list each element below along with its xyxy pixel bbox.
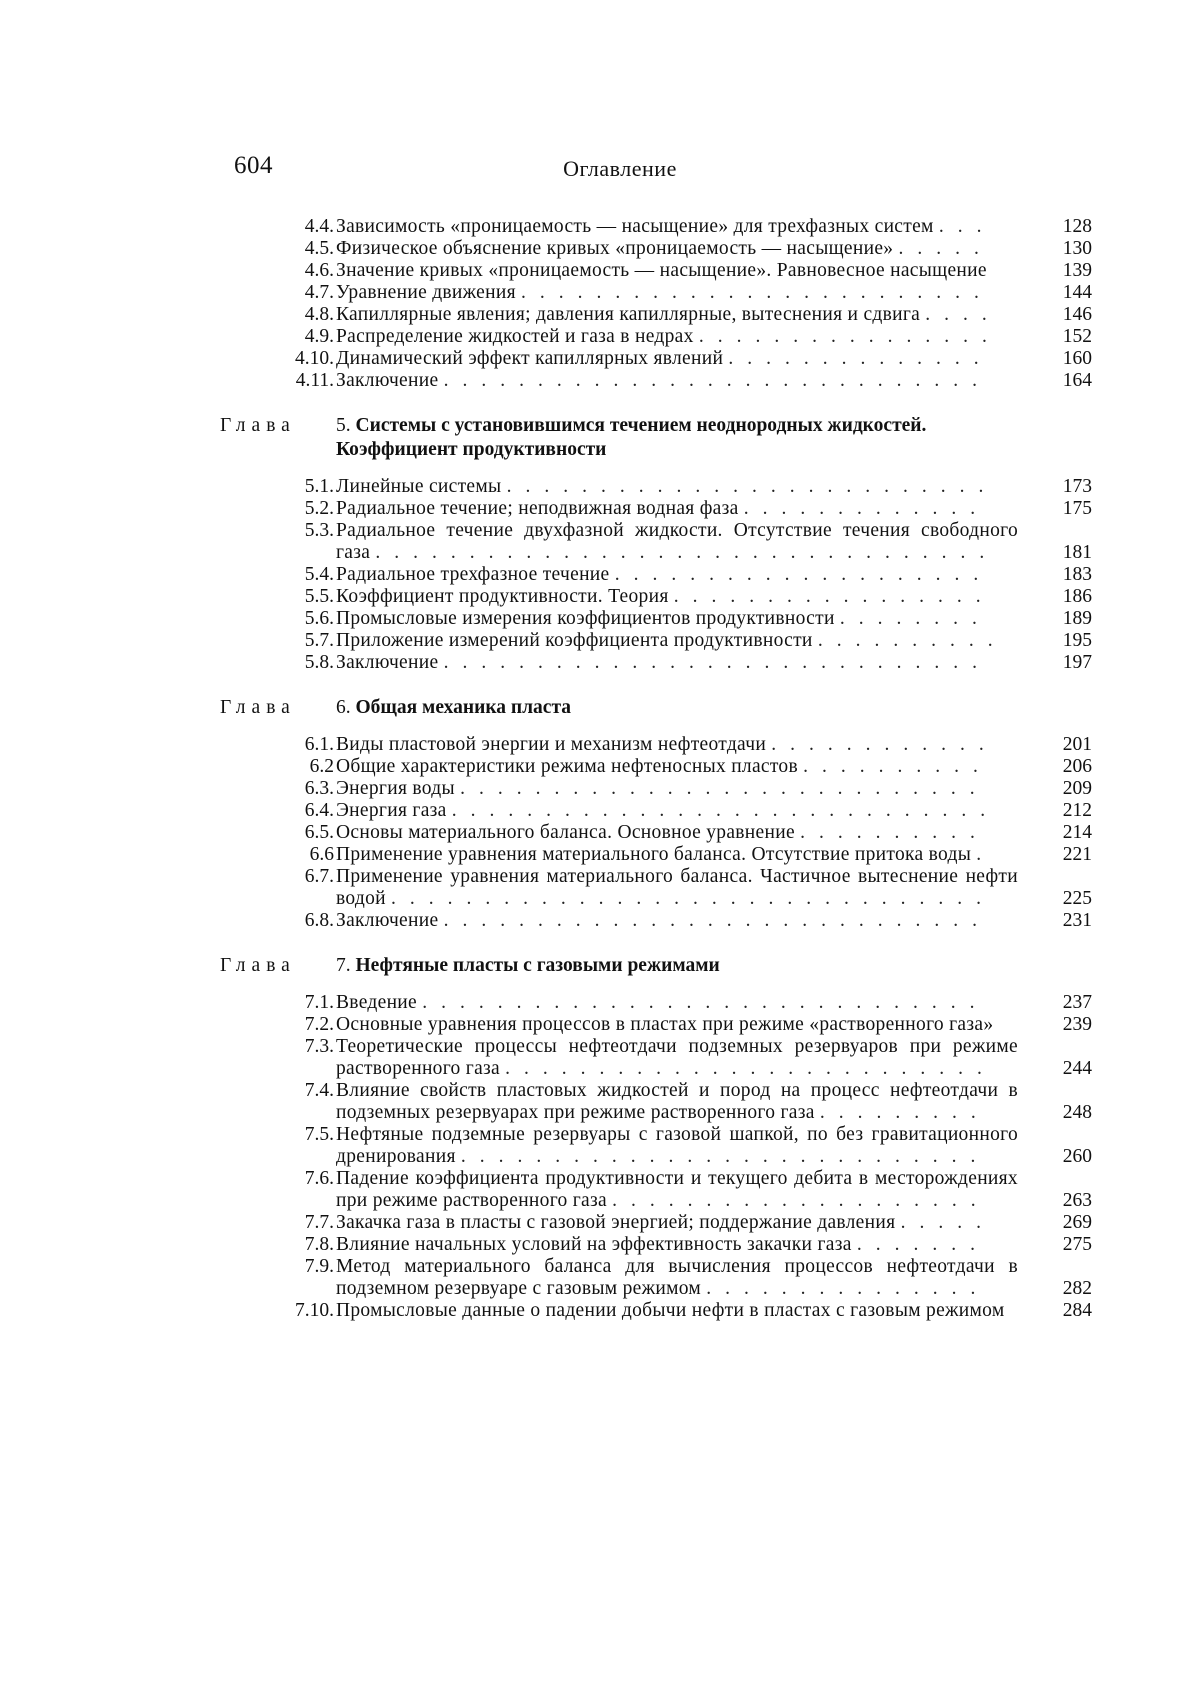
entry-number: 5.4. bbox=[304, 564, 334, 585]
toc-entry[interactable] bbox=[0, 260, 1200, 282]
leader-dots: ............................. bbox=[451, 800, 1000, 821]
chapter-heading bbox=[0, 696, 1200, 720]
entry-page: 146 bbox=[1062, 304, 1092, 325]
entry-title: Введение .............................. bbox=[336, 992, 989, 1013]
leader-dots: ................................ bbox=[391, 888, 996, 909]
toc-entry[interactable] bbox=[0, 348, 1200, 370]
entry-title: Основные уравнения процессов в пластах при режиме «растворенного газа» bbox=[336, 1014, 999, 1035]
entry-number: 6.3. bbox=[304, 778, 334, 799]
entry-number: 7.5. bbox=[304, 1124, 334, 1145]
entry-page: 195 bbox=[1062, 630, 1092, 651]
toc-entry[interactable] bbox=[0, 1168, 1200, 1212]
toc-entry[interactable] bbox=[0, 1036, 1200, 1080]
entry-number: 7.10. bbox=[295, 1300, 334, 1321]
entry-page: 244 bbox=[1062, 1058, 1092, 1079]
entry-page: 189 bbox=[1062, 608, 1092, 629]
entry-number: 5.8. bbox=[304, 652, 334, 673]
entry-title: Теоретические процессы нефтеотдачи подземных резервуаров при режиме растворенного газа .......................... bbox=[336, 1036, 1018, 1079]
entry-page: 206 bbox=[1062, 756, 1092, 777]
toc-entry[interactable] bbox=[0, 564, 1200, 586]
toc-entry[interactable] bbox=[0, 304, 1200, 326]
toc-section bbox=[0, 696, 1200, 932]
entry-page: 263 bbox=[1062, 1190, 1092, 1211]
entry-number: 4.6. bbox=[304, 260, 334, 281]
chapter-title: Нефтяные пласты с газовыми режимами bbox=[355, 955, 720, 976]
entry-number: 6.5. bbox=[304, 822, 334, 843]
toc-section bbox=[0, 216, 1200, 392]
leader-dots: ..... bbox=[898, 238, 993, 259]
entry-title: Физическое объяснение кривых «проницаемость — насыщение» ..... bbox=[336, 238, 993, 259]
entry-page: 186 bbox=[1062, 586, 1092, 607]
entry-number: 4.11. bbox=[295, 370, 334, 391]
leader-dots: ............ bbox=[771, 734, 998, 755]
chapter-number: 7. bbox=[336, 955, 356, 976]
entry-number: 5.7. bbox=[304, 630, 334, 651]
toc-entry[interactable] bbox=[0, 1256, 1200, 1300]
entry-page: 201 bbox=[1062, 734, 1092, 755]
entry-title: Заключение ............................. bbox=[336, 910, 991, 931]
entry-title: Закачка газа в пласты с газовой энергией; поддержание давления ..... bbox=[336, 1212, 995, 1233]
entry-title: Радиальное трехфазное течение .................... bbox=[336, 564, 993, 585]
entry-title: Радиальное течение; неподвижная водная фаза ............. bbox=[336, 498, 990, 519]
entry-number: 5.3. bbox=[304, 520, 334, 541]
entry-title: Нефтяные подземные резервуары с газовой шапкой, по без гравитационного дренирования ............................ bbox=[336, 1124, 1018, 1167]
entry-title: Промысловые данные о падении добычи нефти в пластах с газовым режимом bbox=[336, 1300, 1010, 1321]
toc-entry[interactable] bbox=[0, 756, 1200, 778]
entry-number: 7.1. bbox=[304, 992, 334, 1013]
entry-title: Виды пластовой энергии и механизм нефтеотдачи ............ bbox=[336, 734, 998, 755]
entry-title: Метод материального баланса для вычисления процессов нефтеотдачи в подземном резервуаре с газовым режимом ............... bbox=[336, 1256, 1018, 1299]
entry-number: 6.8. bbox=[304, 910, 334, 931]
entry-number: 6.4. bbox=[304, 800, 334, 821]
entry-page: 128 bbox=[1062, 216, 1092, 237]
entry-title: Применение уравнения материального баланса. Частичное вытеснение нефти водой ................................ bbox=[336, 866, 1018, 909]
toc-entry[interactable] bbox=[0, 520, 1200, 564]
entry-number: 6.2 bbox=[309, 756, 334, 777]
chapter-label: Глава bbox=[220, 415, 296, 436]
chapter-number: 5. bbox=[336, 415, 356, 436]
running-title: Оглавление bbox=[563, 156, 677, 181]
toc-entry[interactable] bbox=[0, 822, 1200, 844]
entry-number: 7.6. bbox=[304, 1168, 334, 1189]
leader-dots: .................... bbox=[612, 1190, 990, 1211]
entry-title: Основы материального баланса. Основное уравнение .......... bbox=[336, 822, 989, 843]
entry-number: 7.8. bbox=[304, 1234, 334, 1255]
toc-entry[interactable] bbox=[0, 734, 1200, 756]
entry-number: 4.5. bbox=[304, 238, 334, 259]
entry-title: Общие характеристики режима нефтеносных пластов .......... bbox=[336, 756, 992, 777]
page-number: 604 bbox=[234, 152, 273, 179]
toc-entry[interactable] bbox=[0, 1080, 1200, 1124]
leader-dots: ............................ bbox=[460, 778, 989, 799]
leader-dots: .............................. bbox=[422, 992, 989, 1013]
chapter-label: Глава bbox=[220, 955, 296, 976]
toc-entry[interactable] bbox=[0, 866, 1200, 910]
leader-dots: ....... bbox=[856, 1234, 989, 1255]
entry-page: 275 bbox=[1062, 1234, 1092, 1255]
toc-entry[interactable] bbox=[0, 630, 1200, 652]
entry-page: 181 bbox=[1062, 542, 1092, 563]
entry-title: Промысловые измерения коэффициентов продуктивности ........ bbox=[336, 608, 991, 629]
chapter-title: Системы с установившимся течением неоднородных жидкостей. Коэффициент продуктивности bbox=[336, 415, 927, 460]
entry-title: Значение кривых «проницаемость — насыщение». Равновесное насыщение bbox=[336, 260, 993, 281]
toc-entry[interactable] bbox=[0, 1300, 1200, 1322]
leader-dots: ............................. bbox=[443, 370, 991, 391]
leader-dots: .......................... bbox=[505, 1058, 996, 1079]
entry-page: 212 bbox=[1062, 800, 1092, 821]
entry-title: Коэффициент продуктивности. Теория ................. bbox=[336, 586, 995, 607]
entry-title: Приложение измерений коэффициента продуктивности .......... bbox=[336, 630, 1007, 651]
leader-dots: ......... bbox=[819, 1102, 990, 1123]
entry-page: 144 bbox=[1062, 282, 1092, 303]
entry-number: 7.2. bbox=[304, 1014, 334, 1035]
toc-entry[interactable] bbox=[0, 476, 1200, 498]
entry-page: 152 bbox=[1062, 326, 1092, 347]
entry-title: Радиальное течение двухфазной жидкости. Отсутствие течения свободного газа ................................. bbox=[336, 520, 1018, 563]
toc-entry[interactable] bbox=[0, 1124, 1200, 1168]
toc-entry[interactable] bbox=[0, 844, 1200, 866]
entry-number: 6.6 bbox=[309, 844, 334, 865]
leader-dots: .......... bbox=[817, 630, 1007, 651]
entry-title: Энергия газа ............................. bbox=[336, 800, 1000, 821]
entry-page: 197 bbox=[1062, 652, 1092, 673]
entry-page: 209 bbox=[1062, 778, 1092, 799]
leader-dots: .............. bbox=[728, 348, 993, 369]
entry-page: 221 bbox=[1062, 844, 1092, 865]
toc-section bbox=[0, 414, 1200, 674]
entry-number: 5.6. bbox=[304, 608, 334, 629]
toc-entry[interactable] bbox=[0, 370, 1200, 392]
table-of-contents bbox=[0, 216, 1200, 1322]
entry-number: 4.10. bbox=[295, 348, 334, 369]
entry-page: 173 bbox=[1062, 476, 1092, 497]
leader-dots: ............. bbox=[743, 498, 990, 519]
toc-entry[interactable] bbox=[0, 778, 1200, 800]
leader-dots: .......... bbox=[800, 822, 989, 843]
entry-title: Зависимость «проницаемость — насыщение» для трехфазных систем ... bbox=[336, 216, 996, 237]
entry-page: 269 bbox=[1062, 1212, 1092, 1233]
entry-page: 164 bbox=[1062, 370, 1092, 391]
entry-number: 5.1. bbox=[304, 476, 334, 497]
leader-dots: ........ bbox=[839, 608, 991, 629]
leader-dots: .................... bbox=[614, 564, 993, 585]
leader-dots: ... bbox=[938, 216, 996, 237]
entry-title: Влияние свойств пластовых жидкостей и пород на процесс нефтеотдачи в подземных резервуарах при режиме растворенного газа ......... bbox=[336, 1080, 1018, 1123]
entry-title: Заключение ............................. bbox=[336, 652, 991, 673]
toc-entry[interactable] bbox=[0, 282, 1200, 304]
chapter-title: Общая механика пласта bbox=[355, 697, 572, 718]
entry-page: 175 bbox=[1062, 498, 1092, 519]
leader-dots: ......................... bbox=[521, 282, 993, 303]
entry-page: 160 bbox=[1062, 348, 1092, 369]
toc-entry[interactable] bbox=[0, 910, 1200, 932]
entry-number: 5.5. bbox=[304, 586, 334, 607]
toc-entry[interactable] bbox=[0, 1014, 1200, 1036]
entry-page: 282 bbox=[1062, 1278, 1092, 1299]
entry-number: 7.4. bbox=[304, 1080, 334, 1101]
toc-entry[interactable] bbox=[0, 1234, 1200, 1256]
entry-number: 7.7. bbox=[304, 1212, 334, 1233]
toc-entry[interactable] bbox=[0, 608, 1200, 630]
entry-number: 4.9. bbox=[304, 326, 334, 347]
toc-entry[interactable] bbox=[0, 992, 1200, 1014]
entry-page: 214 bbox=[1062, 822, 1092, 843]
toc-entry[interactable] bbox=[0, 652, 1200, 674]
entry-page: 284 bbox=[1062, 1300, 1092, 1321]
toc-entry[interactable] bbox=[0, 238, 1200, 260]
entry-title: Падение коэффициента продуктивности и текущего дебита в месторождениях при режиме растворенного газа .................... bbox=[336, 1168, 1018, 1211]
entry-page: 237 bbox=[1062, 992, 1092, 1013]
chapter-heading bbox=[0, 954, 1200, 978]
leader-dots: ............... bbox=[706, 1278, 990, 1299]
entry-number: 4.8. bbox=[304, 304, 334, 325]
entry-page: 225 bbox=[1062, 888, 1092, 909]
entry-title: Уравнение движения ......................... bbox=[336, 282, 993, 303]
entry-number: 7.9. bbox=[304, 1256, 334, 1277]
chapter-number: 6. bbox=[336, 697, 356, 718]
entry-number: 4.4. bbox=[304, 216, 334, 237]
leader-dots: ................................. bbox=[375, 542, 999, 563]
leader-dots: ............................. bbox=[443, 652, 991, 673]
entry-title: Динамический эффект капиллярных явлений .............. bbox=[336, 348, 993, 369]
toc-entry[interactable] bbox=[0, 216, 1200, 238]
entry-page: 231 bbox=[1062, 910, 1092, 931]
entry-title: Влияние начальных условий на эффективность закачки газа ....... bbox=[336, 1234, 989, 1255]
leader-dots: ................ bbox=[698, 326, 1001, 347]
entry-number: 7.3. bbox=[304, 1036, 334, 1057]
leader-dots: .......... bbox=[803, 756, 992, 777]
entry-page: 130 bbox=[1062, 238, 1092, 259]
entry-title: Применение уравнения материального баланса. Отсутствие притока воды . bbox=[336, 844, 996, 865]
entry-title: Распределение жидкостей и газа в недрах ................ bbox=[336, 326, 1001, 347]
leader-dots: ................. bbox=[673, 586, 995, 607]
entry-number: 6.7. bbox=[304, 866, 334, 887]
leader-dots: . bbox=[976, 844, 996, 865]
leader-dots: ............................. bbox=[443, 910, 991, 931]
leader-dots: ............................ bbox=[460, 1146, 990, 1167]
toc-entry[interactable] bbox=[0, 800, 1200, 822]
leader-dots: .......................... bbox=[506, 476, 998, 497]
toc-entry[interactable] bbox=[0, 498, 1200, 520]
entry-number: 6.1. bbox=[304, 734, 334, 755]
entry-number: 4.7. bbox=[304, 282, 334, 303]
entry-page: 260 bbox=[1062, 1146, 1092, 1167]
entry-title: Заключение ............................. bbox=[336, 370, 991, 391]
chapter-label: Глава bbox=[220, 697, 296, 718]
toc-section bbox=[0, 954, 1200, 1322]
entry-title: Капиллярные явления; давления капиллярные, вытеснения и сдвига .... bbox=[336, 304, 1001, 325]
chapter-heading bbox=[0, 414, 1200, 462]
entry-page: 248 bbox=[1062, 1102, 1092, 1123]
entry-title: Линейные системы .......................... bbox=[336, 476, 998, 497]
entry-title: Энергия воды ............................ bbox=[336, 778, 989, 799]
entry-page: 139 bbox=[1062, 260, 1092, 281]
toc-entry[interactable] bbox=[0, 586, 1200, 608]
entry-number: 5.2. bbox=[304, 498, 334, 519]
toc-entry[interactable] bbox=[0, 1212, 1200, 1234]
entry-page: 239 bbox=[1062, 1014, 1092, 1035]
toc-entry[interactable] bbox=[0, 326, 1200, 348]
leader-dots: ..... bbox=[900, 1212, 995, 1233]
leader-dots: .... bbox=[925, 304, 1001, 325]
entry-page: 183 bbox=[1062, 564, 1092, 585]
